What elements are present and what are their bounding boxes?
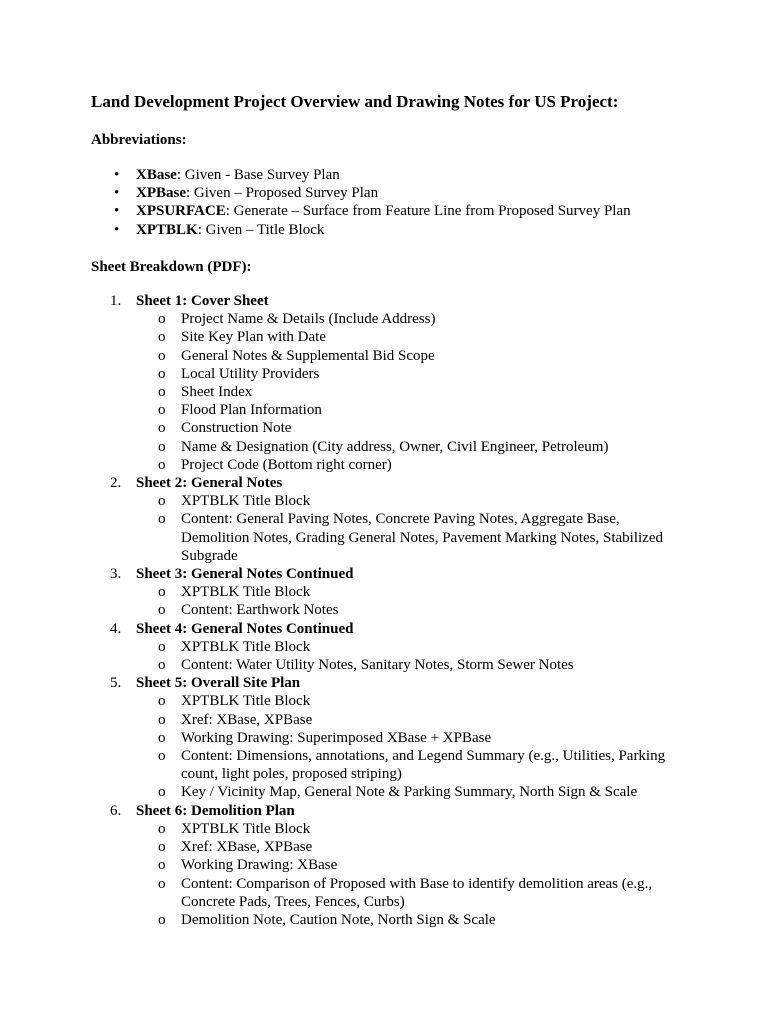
sheet-content-item: o Flood Plan Information bbox=[136, 401, 681, 419]
abbreviation-item bbox=[0, 166, 631, 184]
sheet-item bbox=[0, 474, 768, 565]
sheet-item bbox=[0, 620, 768, 675]
sheet-contents-list bbox=[136, 638, 768, 674]
sheet-item bbox=[0, 565, 768, 620]
sheet-content-item: o XPTBLK Title Block bbox=[136, 638, 681, 656]
sheet-contents-list bbox=[136, 692, 768, 801]
abbreviation-term: XBase bbox=[136, 167, 177, 183]
sheet-content-item: o XPTBLK Title Block bbox=[136, 583, 681, 601]
sheet-content-item: o Sheet Index bbox=[136, 383, 681, 401]
sheet-content-item: o Project Code (Bottom right corner) bbox=[136, 456, 681, 474]
sheet-content-item: o Construction Note bbox=[136, 419, 681, 437]
sheet-content-item: o Content: Dimensions, annotations, and Legend Summary (e.g., Utilities, Parking count, light poles, proposed striping) bbox=[136, 747, 681, 783]
abbreviations-list bbox=[0, 166, 631, 239]
sheet-title: Sheet 5: Overall Site Plan bbox=[136, 675, 301, 692]
abbreviation-desc: : Given – Proposed Survey Plan bbox=[186, 185, 379, 202]
abbreviation-term: XPBase bbox=[136, 185, 186, 202]
abbreviation-term: XPTBLK bbox=[136, 221, 198, 238]
abbreviation-desc: : Generate – Surface from Feature Line from Proposed Survey Plan bbox=[225, 203, 631, 220]
sheet-content-item: o Xref: XBase, XPBase bbox=[136, 711, 681, 729]
sheet-title: Sheet 1: Cover Sheet bbox=[136, 293, 269, 309]
sheet-content-item: o XPTBLK Title Block bbox=[136, 820, 681, 838]
abbreviation-desc: : Given – Title Block bbox=[197, 221, 325, 238]
sheet-breakdown-list bbox=[0, 292, 768, 929]
sheet-content-item: o Key / Vicinity Map, General Note & Parking Summary, North Sign & Scale bbox=[136, 783, 681, 801]
sheet-content-item: o Content: General Paving Notes, Concrete Paving Notes, Aggregate Base, Demolition Notes, Grading General Notes, Pavement Marking Notes, Stabilized Subgrade bbox=[136, 510, 681, 565]
abbreviation-item bbox=[0, 202, 631, 220]
sheet-content-item: o Local Utility Providers bbox=[136, 365, 681, 383]
document-title: Land Development Project Overview and Drawing Notes for US Project: bbox=[91, 92, 619, 111]
sheet-content-item: o Demolition Note, Caution Note, North Sign & Scale bbox=[136, 911, 681, 929]
sheet-number: 6. bbox=[110, 802, 122, 819]
sheet-contents-list bbox=[136, 583, 768, 619]
sheet-content-item: o Name & Designation (City address, Owner, Civil Engineer, Petroleum) bbox=[136, 438, 681, 456]
sheet-contents-list bbox=[136, 310, 768, 474]
abbreviation-desc: : Given - Base Survey Plan bbox=[176, 167, 340, 183]
sheet-content-item: o XPTBLK Title Block bbox=[136, 492, 681, 510]
sheet-item bbox=[0, 292, 768, 474]
sheet-content-item: o Content: Earthwork Notes bbox=[136, 601, 681, 619]
sheet-content-item: o Content: Comparison of Proposed with Base to identify demolition areas (e.g., Concrete Pads, Trees, Fences, Curbs) bbox=[136, 875, 681, 911]
sheet-contents-list bbox=[136, 492, 768, 565]
sheet-content-item: o Site Key Plan with Date bbox=[136, 328, 681, 346]
sheet-title: Sheet 3: General Notes Continued bbox=[136, 566, 354, 583]
sheet-item bbox=[0, 802, 768, 929]
sheet-number: 3. bbox=[110, 566, 122, 583]
abbreviations-heading: Abbreviations: bbox=[91, 132, 187, 148]
sheet-title: Sheet 4: General Notes Continued bbox=[136, 620, 354, 637]
sheet-number: 4. bbox=[110, 620, 122, 637]
abbreviation-item bbox=[0, 184, 631, 202]
sheet-number: 1. bbox=[110, 293, 122, 309]
sheet-content-item: o Content: Water Utility Notes, Sanitary Notes, Storm Sewer Notes bbox=[136, 656, 681, 674]
sheet-content-item: o Project Name & Details (Include Address) bbox=[136, 310, 681, 328]
sheet-content-item: o Working Drawing: XBase bbox=[136, 856, 681, 874]
sheet-item bbox=[0, 674, 768, 801]
abbreviation-term: XPSURFACE bbox=[136, 203, 226, 220]
sheet-content-item: o Working Drawing: Superimposed XBase + XPBase bbox=[136, 729, 681, 747]
sheet-title: Sheet 6: Demolition Plan bbox=[136, 802, 295, 819]
sheet-content-item: o Xref: XBase, XPBase bbox=[136, 838, 681, 856]
sheet-title: Sheet 2: General Notes bbox=[136, 475, 283, 492]
sheet-breakdown-heading: Sheet Breakdown (PDF): bbox=[91, 259, 252, 275]
sheet-number: 5. bbox=[110, 675, 122, 692]
abbreviation-item bbox=[0, 221, 631, 239]
sheet-content-item: o General Notes & Supplemental Bid Scope bbox=[136, 347, 681, 365]
sheet-number: 2. bbox=[110, 475, 122, 492]
sheet-contents-list bbox=[136, 820, 768, 929]
sheet-content-item: o XPTBLK Title Block bbox=[136, 692, 681, 710]
